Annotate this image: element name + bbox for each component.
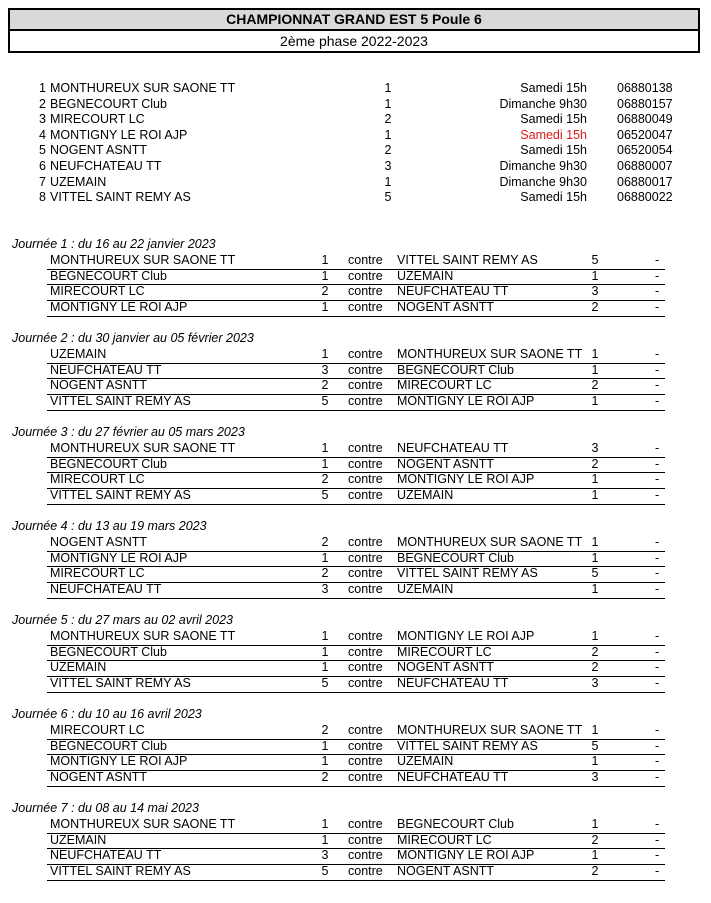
away-pool: 5	[591, 253, 599, 267]
home-team: MONTHUREUX SUR SAONE TT	[50, 629, 236, 643]
home-team: VITTEL SAINT REMY AS	[50, 676, 191, 691]
versus-label: contre	[348, 582, 383, 597]
home-pool: 2	[321, 472, 329, 487]
team-number: 8	[39, 190, 46, 205]
away-pool: 1	[591, 394, 599, 409]
away-pool: 1	[591, 582, 599, 597]
away-pool: 2	[591, 660, 599, 675]
round-block	[0, 612, 711, 706]
versus-label: contre	[348, 644, 383, 659]
score-placeholder: -	[655, 738, 660, 753]
away-team: BEGNECOURT Club	[397, 550, 514, 565]
score-placeholder: -	[655, 472, 660, 487]
match-row	[47, 817, 665, 834]
match-row	[47, 566, 665, 583]
away-team: UZEMAIN	[397, 754, 454, 769]
score-placeholder: -	[655, 629, 660, 643]
home-team: NEUFCHATEAU TT	[50, 848, 162, 863]
away-team: NEUFCHATEAU TT	[397, 441, 509, 455]
home-pool: 5	[321, 864, 329, 879]
away-team: MONTIGNY LE ROI AJP	[397, 472, 535, 487]
score-placeholder: -	[655, 300, 660, 315]
home-team: MONTIGNY LE ROI AJP	[50, 550, 188, 565]
away-team: NOGENT ASNTT	[397, 456, 495, 471]
away-team: NEUFCHATEAU TT	[397, 284, 509, 299]
versus-label: contre	[348, 848, 383, 863]
team-code: 06520054	[617, 143, 673, 158]
away-team: MIRECOURT LC	[397, 832, 492, 847]
score-placeholder: -	[655, 550, 660, 565]
home-team: MONTHUREUX SUR SAONE TT	[50, 817, 236, 831]
score-placeholder: -	[655, 284, 660, 299]
home-team: VITTEL SAINT REMY AS	[50, 488, 191, 503]
away-pool: 1	[591, 268, 599, 283]
home-team: VITTEL SAINT REMY AS	[50, 394, 191, 409]
score-placeholder: -	[655, 456, 660, 471]
team-code: 06880157	[617, 96, 673, 111]
home-pool: 2	[321, 284, 329, 299]
home-team: NEUFCHATEAU TT	[50, 362, 162, 377]
match-row	[47, 629, 665, 646]
match-row	[47, 645, 665, 662]
home-pool: 1	[321, 817, 329, 831]
versus-label: contre	[348, 394, 383, 409]
round-title: Journée 5 : du 27 mars au 02 avril 2023	[12, 613, 233, 627]
away-pool: 2	[591, 300, 599, 315]
home-team: MIRECOURT LC	[50, 566, 145, 581]
score-placeholder: -	[655, 394, 660, 409]
round-block	[0, 236, 711, 330]
team-code: 06880022	[617, 190, 673, 205]
team-day: Dimanche 9h30	[499, 158, 587, 173]
score-placeholder: -	[655, 378, 660, 393]
versus-label: contre	[348, 550, 383, 565]
away-team: VITTEL SAINT REMY AS	[397, 566, 538, 581]
home-team: NOGENT ASNTT	[50, 378, 148, 393]
score-placeholder: -	[655, 566, 660, 581]
team-pool: 2	[384, 112, 392, 127]
away-pool: 1	[591, 362, 599, 377]
team-list	[0, 81, 711, 206]
team-code: 06880138	[617, 81, 673, 95]
team-row	[0, 112, 711, 128]
team-name: UZEMAIN	[50, 174, 107, 189]
away-pool: 3	[591, 284, 599, 299]
versus-label: contre	[348, 738, 383, 753]
team-code: 06880049	[617, 112, 673, 127]
away-pool: 1	[591, 472, 599, 487]
versus-label: contre	[348, 347, 383, 361]
home-pool: 1	[321, 347, 329, 361]
team-day: Dimanche 9h30	[499, 96, 587, 111]
team-number: 6	[39, 158, 46, 173]
match-row	[47, 848, 665, 865]
home-pool: 3	[321, 848, 329, 863]
away-pool: 1	[591, 550, 599, 565]
home-pool: 2	[321, 770, 329, 785]
score-placeholder: -	[655, 488, 660, 503]
home-pool: 1	[321, 754, 329, 769]
score-placeholder: -	[655, 832, 660, 847]
away-pool: 5	[591, 566, 599, 581]
score-placeholder: -	[655, 253, 660, 267]
score-placeholder: -	[655, 723, 660, 737]
match-row	[47, 488, 665, 505]
home-pool: 2	[321, 723, 329, 737]
home-team: NEUFCHATEAU TT	[50, 582, 162, 597]
home-pool: 2	[321, 378, 329, 393]
home-team: BEGNECOURT Club	[50, 268, 167, 283]
versus-label: contre	[348, 441, 383, 455]
team-code: 06880007	[617, 158, 673, 173]
away-team: MONTIGNY LE ROI AJP	[397, 394, 535, 409]
team-number: 3	[39, 112, 46, 127]
team-day: Samedi 15h	[520, 143, 587, 158]
versus-label: contre	[348, 253, 383, 267]
versus-label: contre	[348, 566, 383, 581]
home-pool: 1	[321, 832, 329, 847]
away-team: UZEMAIN	[397, 488, 454, 503]
away-team: UZEMAIN	[397, 582, 454, 597]
away-team: MONTHUREUX SUR SAONE TT	[397, 535, 583, 549]
home-team: BEGNECOURT Club	[50, 644, 167, 659]
versus-label: contre	[348, 832, 383, 847]
round-block	[0, 800, 711, 894]
versus-label: contre	[348, 770, 383, 785]
away-pool: 1	[591, 347, 599, 361]
away-team: MIRECOURT LC	[397, 644, 492, 659]
team-number: 7	[39, 174, 46, 189]
round-block	[0, 518, 711, 612]
match-row	[47, 300, 665, 317]
score-placeholder: -	[655, 268, 660, 283]
score-placeholder: -	[655, 754, 660, 769]
round-block	[0, 706, 711, 800]
home-pool: 5	[321, 488, 329, 503]
match-row	[47, 269, 665, 286]
score-placeholder: -	[655, 535, 660, 549]
away-pool: 1	[591, 754, 599, 769]
score-placeholder: -	[655, 676, 660, 691]
home-pool: 5	[321, 394, 329, 409]
away-team: MONTIGNY LE ROI AJP	[397, 629, 535, 643]
team-code: 06520047	[617, 127, 673, 142]
home-pool: 1	[321, 629, 329, 643]
score-placeholder: -	[655, 817, 660, 831]
team-pool: 2	[384, 143, 392, 158]
versus-label: contre	[348, 472, 383, 487]
home-team: MIRECOURT LC	[50, 723, 145, 737]
round-title: Journée 7 : du 08 au 14 mai 2023	[12, 801, 199, 815]
home-team: NOGENT ASNTT	[50, 770, 148, 785]
score-placeholder: -	[655, 347, 660, 361]
away-team: MONTHUREUX SUR SAONE TT	[397, 347, 583, 361]
match-row	[47, 582, 665, 599]
home-team: MONTHUREUX SUR SAONE TT	[50, 441, 236, 455]
team-row	[0, 159, 711, 175]
page-subtitle: 2ème phase 2022-2023	[280, 33, 428, 49]
versus-label: contre	[348, 723, 383, 737]
home-team: NOGENT ASNTT	[50, 535, 148, 549]
round-title: Journée 1 : du 16 au 22 janvier 2023	[12, 237, 216, 251]
match-row	[47, 472, 665, 489]
versus-label: contre	[348, 378, 383, 393]
team-day: Samedi 15h	[520, 127, 587, 142]
team-number: 2	[39, 96, 46, 111]
away-pool: 3	[591, 441, 599, 455]
page-title: CHAMPIONNAT GRAND EST 5 Poule 6	[10, 10, 698, 31]
match-row	[47, 394, 665, 411]
away-team: BEGNECOURT Club	[397, 817, 514, 831]
away-team: UZEMAIN	[397, 268, 454, 283]
team-pool: 1	[384, 96, 392, 111]
home-pool: 3	[321, 582, 329, 597]
away-pool: 2	[591, 378, 599, 393]
team-pool: 3	[384, 158, 392, 173]
home-pool: 1	[321, 456, 329, 471]
team-row	[0, 97, 711, 113]
round-block	[0, 330, 711, 424]
match-row	[47, 441, 665, 458]
score-placeholder: -	[655, 582, 660, 597]
away-pool: 2	[591, 644, 599, 659]
team-row	[0, 81, 711, 97]
team-code: 06880017	[617, 174, 673, 189]
away-pool: 3	[591, 770, 599, 785]
match-row	[47, 660, 665, 677]
score-placeholder: -	[655, 848, 660, 863]
team-number: 4	[39, 127, 46, 142]
match-row	[47, 551, 665, 568]
home-pool: 1	[321, 300, 329, 315]
versus-label: contre	[348, 864, 383, 879]
match-row	[47, 754, 665, 771]
home-team: MONTIGNY LE ROI AJP	[50, 300, 188, 315]
home-team: BEGNECOURT Club	[50, 456, 167, 471]
home-team: MIRECOURT LC	[50, 472, 145, 487]
versus-label: contre	[348, 488, 383, 503]
team-name: BEGNECOURT Club	[50, 96, 167, 111]
team-number: 1	[39, 81, 46, 95]
away-team: VITTEL SAINT REMY AS	[397, 253, 538, 267]
score-placeholder: -	[655, 644, 660, 659]
away-team: VITTEL SAINT REMY AS	[397, 738, 538, 753]
match-row	[47, 253, 665, 270]
match-row	[47, 864, 665, 881]
away-team: MIRECOURT LC	[397, 378, 492, 393]
team-pool: 1	[384, 81, 392, 95]
versus-label: contre	[348, 535, 383, 549]
home-pool: 1	[321, 660, 329, 675]
team-pool: 5	[384, 190, 392, 205]
away-team: NEUFCHATEAU TT	[397, 676, 509, 691]
match-row	[47, 723, 665, 740]
away-pool: 2	[591, 456, 599, 471]
away-pool: 1	[591, 817, 599, 831]
home-team: UZEMAIN	[50, 347, 107, 361]
header-box	[8, 8, 700, 53]
away-pool: 1	[591, 629, 599, 643]
home-team: UZEMAIN	[50, 832, 107, 847]
home-pool: 1	[321, 268, 329, 283]
home-pool: 1	[321, 253, 329, 267]
team-row	[0, 128, 711, 144]
away-team: BEGNECOURT Club	[397, 362, 514, 377]
away-team: NOGENT ASNTT	[397, 300, 495, 315]
match-row	[47, 535, 665, 552]
home-team: VITTEL SAINT REMY AS	[50, 864, 191, 879]
match-row	[47, 457, 665, 474]
round-title: Journée 6 : du 10 au 16 avril 2023	[12, 707, 202, 721]
home-pool: 1	[321, 550, 329, 565]
versus-label: contre	[348, 817, 383, 831]
team-name: MONTIGNY LE ROI AJP	[50, 127, 188, 142]
away-pool: 5	[591, 738, 599, 753]
team-pool: 1	[384, 174, 392, 189]
match-row	[47, 833, 665, 850]
away-team: MONTIGNY LE ROI AJP	[397, 848, 535, 863]
versus-label: contre	[348, 456, 383, 471]
round-title: Journée 2 : du 30 janvier au 05 février 2023	[12, 331, 254, 345]
round-block	[0, 424, 711, 518]
home-pool: 1	[321, 738, 329, 753]
away-pool: 3	[591, 676, 599, 691]
team-name: MONTHUREUX SUR SAONE TT	[50, 81, 236, 95]
rounds-schedule	[0, 236, 711, 894]
match-row	[47, 739, 665, 756]
score-placeholder: -	[655, 660, 660, 675]
away-team: NOGENT ASNTT	[397, 660, 495, 675]
away-pool: 1	[591, 488, 599, 503]
team-row	[0, 190, 711, 206]
versus-label: contre	[348, 300, 383, 315]
team-name: NEUFCHATEAU TT	[50, 158, 162, 173]
match-row	[47, 378, 665, 395]
away-pool: 2	[591, 864, 599, 879]
home-pool: 2	[321, 566, 329, 581]
team-day: Dimanche 9h30	[499, 174, 587, 189]
round-title: Journée 3 : du 27 février au 05 mars 2023	[12, 425, 245, 439]
score-placeholder: -	[655, 441, 660, 455]
match-row	[47, 676, 665, 693]
versus-label: contre	[348, 676, 383, 691]
team-day: Samedi 15h	[520, 190, 587, 205]
team-name: MIRECOURT LC	[50, 112, 145, 127]
team-day: Samedi 15h	[520, 81, 587, 95]
match-row	[47, 284, 665, 301]
versus-label: contre	[348, 629, 383, 643]
home-team: MONTIGNY LE ROI AJP	[50, 754, 188, 769]
away-team: NEUFCHATEAU TT	[397, 770, 509, 785]
home-pool: 2	[321, 535, 329, 549]
match-row	[47, 770, 665, 787]
score-placeholder: -	[655, 770, 660, 785]
away-pool: 1	[591, 535, 599, 549]
home-team: MIRECOURT LC	[50, 284, 145, 299]
away-pool: 1	[591, 723, 599, 737]
home-team: MONTHUREUX SUR SAONE TT	[50, 253, 236, 267]
away-pool: 2	[591, 832, 599, 847]
team-number: 5	[39, 143, 46, 158]
round-title: Journée 4 : du 13 au 19 mars 2023	[12, 519, 207, 533]
team-pool: 1	[384, 127, 392, 142]
versus-label: contre	[348, 660, 383, 675]
versus-label: contre	[348, 362, 383, 377]
match-row	[47, 363, 665, 380]
versus-label: contre	[348, 754, 383, 769]
match-row	[47, 347, 665, 364]
away-team: NOGENT ASNTT	[397, 864, 495, 879]
versus-label: contre	[348, 268, 383, 283]
home-team: BEGNECOURT Club	[50, 738, 167, 753]
team-row	[0, 175, 711, 191]
score-placeholder: -	[655, 864, 660, 879]
score-placeholder: -	[655, 362, 660, 377]
team-name: NOGENT ASNTT	[50, 143, 148, 158]
home-pool: 3	[321, 362, 329, 377]
away-pool: 1	[591, 848, 599, 863]
team-name: VITTEL SAINT REMY AS	[50, 190, 191, 205]
versus-label: contre	[348, 284, 383, 299]
home-pool: 5	[321, 676, 329, 691]
team-day: Samedi 15h	[520, 112, 587, 127]
home-pool: 1	[321, 441, 329, 455]
home-pool: 1	[321, 644, 329, 659]
away-team: MONTHUREUX SUR SAONE TT	[397, 723, 583, 737]
home-team: UZEMAIN	[50, 660, 107, 675]
team-row	[0, 143, 711, 159]
